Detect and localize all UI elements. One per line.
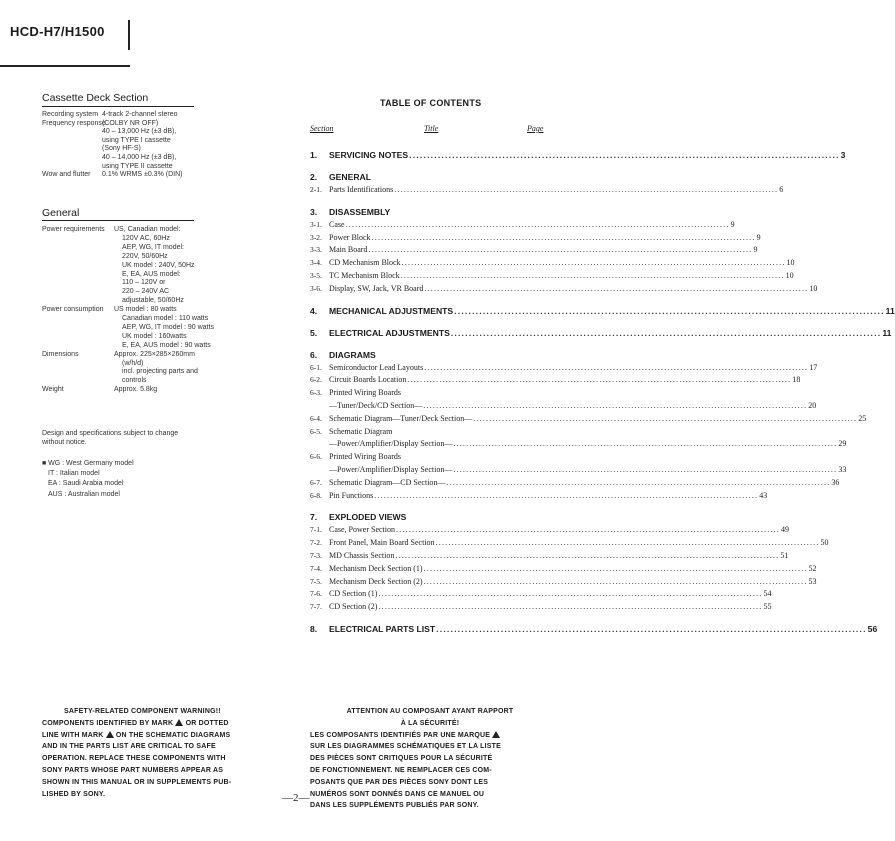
toc-dot-leader: ........................................................................................................................ [473,413,858,423]
toc-subsection-entry [310,477,840,487]
spec-value: controls [122,377,147,385]
spec-value: Approx. 5.8kg [114,386,158,394]
toc-entry-title: Circuit Boards Location [329,375,407,385]
toc-entry-title: Schematic Diagram—Tuner/Deck Section— [329,413,473,423]
toc-entry-number [310,465,329,474]
toc-dot-leader: ........................................................................................................................ [453,465,838,474]
toc-entry-title: Case, Power Section [329,525,395,535]
toc-entry-number [310,439,329,448]
spec-label: Frequency response [42,119,106,127]
toc-entry-number: 6-7. [310,477,322,487]
toc-entry-number: 5. [310,327,318,338]
spec-value: using TYPE II cassette [102,162,173,170]
caution-triangle-icon [106,731,114,738]
warning-line: ON THE SCHEMATIC DIAGRAMS [115,731,231,739]
toc-dot-leader: ........................................................................................................................ [401,258,786,268]
toc-entry-page: 43 [759,490,768,500]
toc-entry-page: 36 [831,477,840,487]
toc-entry-title: EXPLODED VIEWS [329,512,407,523]
toc-entry-number: 4. [310,305,318,316]
toc-entry-number: 7-4. [310,563,322,573]
toc-entry-title: Printed Wiring Boards [329,452,401,462]
warning-title: ATTENTION AU COMPOSANT AYANT RAPPORT [346,708,514,715]
toc-dot-leader: ........................................................................................................................ [400,271,785,280]
header-divider-horizontal [0,65,130,67]
toc-entry-page: 10 [786,258,795,268]
toc-subsection-entry [310,375,801,385]
toc-subsection-entry [310,232,761,242]
toc-entry-page: 52 [808,563,817,573]
toc-dot-leader: ........................................................................................................................ [436,624,867,634]
spec-value: E, EA, AUS model: [122,270,181,278]
toc-entry-title: —Tuner/Deck/CD Section— [329,401,423,410]
spec-value: using TYPE I cassette [102,136,171,144]
toc-section-entry [310,305,895,316]
toc-section-entry [310,327,892,338]
toc-entry-page: 11 [885,305,895,316]
toc-entry-number: 3-2. [310,232,322,242]
general-spec-table [42,226,282,396]
toc-dot-leader: ........................................................................................................................ [378,589,763,599]
warning-title: À LA SÉCURITÉ! [400,719,460,727]
warning-line: OR DOTTED [185,719,229,727]
toc-entry-title: ELECTRICAL PARTS LIST [329,624,436,634]
warning-line: DE FONCTIONNEMENT. NE REMPLACER CES COM- [310,766,492,774]
toc-dot-leader: ........................................................................................................................ [371,232,756,242]
toc-entry-number: 6-5. [310,426,322,436]
toc-entry-number: 7. [310,512,318,523]
toc-subsection-entry [310,465,847,474]
spec-value: 4-track 2-channel stereo [102,111,178,118]
toc-entry-title: Main Board [329,245,368,255]
toc-entry-title: Mechanism Deck Section (2) [329,576,423,586]
toc-subsection-entry [310,362,818,372]
legend-item: IT : Italian model [48,470,100,478]
toc-entry-number: 6. [310,349,318,360]
toc-entry-title: ELECTRICAL ADJUSTMENTS [329,327,450,338]
spec-value: Canadian model : 110 watts [122,315,209,322]
toc-section-entry [310,150,846,160]
warning-line: LES COMPOSANTS IDENTIFIÉS PAR UNE MARQUE [310,731,491,739]
toc-entry-title: CD Section (2) [329,602,378,612]
toc-entry-page: 53 [808,576,817,586]
spec-value: UK model : 160watts [122,332,187,340]
toc-subsection-entry [310,551,789,560]
spec-value: incl. projecting parts and [122,368,198,376]
toc-entry-number: 3-1. [310,219,322,229]
model-legend [42,459,134,500]
toc-entry-number: 6-3. [310,388,322,398]
toc-entry-title: TC Mechanism Block [329,271,400,280]
toc-entry-page: 10 [809,283,818,293]
toc-subsection-entry [310,602,772,612]
spec-value: 220 – 240V AC [122,288,170,296]
toc-entry-page: 25 [858,413,867,423]
spec-label: Weight [42,386,64,394]
toc-subsection-entry [310,258,795,268]
toc-dot-leader: ........................................................................................................................ [409,150,840,160]
toc-entry-number: 8. [310,624,318,634]
toc-subsection-entry [310,245,758,255]
toc-section-entry [310,512,546,522]
caution-triangle-icon [175,719,183,726]
cassette-spec-table [42,111,282,191]
model-number: HCD-H7/H1500 [10,24,105,39]
toc-entry-page: 17 [809,362,818,372]
legend-item: EA : Saudi Arabia model [48,480,124,488]
general-section-rule [42,220,194,221]
toc-entry-title: Pin Functions [329,490,374,500]
toc-entry-page: 18 [792,375,801,385]
safety-warning-french [310,706,550,812]
warning-line: OPERATION. REPLACE THESE COMPONENTS WITH [42,755,226,763]
toc-subsection-entry [310,490,768,500]
spec-label: Power requirements [42,226,105,233]
toc-dot-leader: ........................................................................................................................ [423,401,808,410]
toc-entry-number: 7-5. [310,576,322,586]
toc-section-entry [310,624,878,634]
spec-label: Power consumption [42,306,104,314]
toc-entry-number: 6-8. [310,490,322,500]
toc-entry-title: Front Panel, Main Board Section [329,538,435,548]
toc-entry-title: Semiconductor Lead Layouts [329,362,424,372]
spec-value: 120V AC, 60Hz [122,234,170,242]
toc-dot-leader: ........................................................................................................................ [394,185,779,194]
toc-entry-number [310,401,329,410]
toc-title: TABLE OF CONTENTS [380,98,482,108]
warning-line: POSANTS QUE PAR DES PIÈCES SONY DONT LES [310,778,489,786]
toc-col-section: Section [310,124,334,133]
spec-value: (COLBY NR OFF) [102,119,159,127]
toc-subsection-entry [310,563,817,573]
toc-dot-leader: ........................................................................................................................ [423,576,808,586]
toc-entry-number: 7-3. [310,551,322,560]
toc-dot-leader: ........................................................................................................................ [374,490,759,500]
toc-entry-page: 9 [756,232,761,242]
warning-line: LINE WITH MARK [42,731,104,739]
toc-entry-title: Display, SW, Jack, VR Board [329,283,424,293]
toc-col-title: Title [424,124,439,133]
toc-dot-leader: ........................................................................................................................ [454,305,885,316]
warning-line: NUMÉROS SONT DONNÉS DANS CE MANUEL OU [310,790,485,798]
toc-dot-leader: ........................................................................................................................ [453,439,838,449]
warning-line: LISHED BY SONY. [42,790,106,798]
toc-dot-leader: ........................................................................................................................ [368,245,753,255]
toc-entry-title: Parts Identifications [329,185,394,194]
toc-entry-number: 7-2. [310,538,322,548]
header-divider-vertical [128,20,130,50]
spec-notice [42,430,178,447]
spec-value: adjustable, 50/60Hz [122,297,184,305]
page-number: —2— [282,792,310,804]
spec-value: AEP, WG, IT model: [122,243,184,251]
toc-entry-number: 3-4. [310,258,322,268]
toc-subsection-entry [310,452,546,461]
toc-col-page: Page [527,124,544,133]
toc-entry-number: 3-6. [310,283,322,293]
toc-entry-title: Case [329,219,345,229]
spec-value: Approx. 225×285×260mm [114,350,195,358]
spec-value: 40 – 14,000 Hz (±3 dB), [102,154,177,161]
toc-entry-title: Schematic Diagram [329,426,393,436]
legend-item: ■ WG : West Germany model [42,460,134,467]
spec-value: US, Canadian model: [114,226,181,233]
toc-dot-leader: ........................................................................................................................ [424,362,809,372]
toc-dot-leader: ........................................................................................................................ [345,219,730,229]
spec-value: (Sony HF-S) [102,145,141,153]
toc-entry-number: 7-1. [310,525,322,535]
warning-line: DANS LES SUPPLÉMENTS PUBLIÉS PAR SONY. [310,802,479,810]
toc-entry-page: 51 [780,551,789,560]
spec-value: E, EA, AUS model : 90 watts [122,341,211,349]
toc-subsection-entry [310,525,789,535]
toc-entry-number: 2. [310,172,318,182]
toc-entry-page: 9 [730,219,735,229]
legend-item: AUS : Australian model [48,490,120,498]
toc-entry-page: 50 [820,538,829,548]
toc-entry-page: 20 [808,401,817,410]
toc-entry-page: 6 [779,185,784,194]
toc-entry-title: DIAGRAMS [329,349,376,360]
toc-entry-title: —Power/Amplifier/Display Section— [329,465,453,474]
spec-notice-line: Design and specifications subject to change [42,430,179,437]
toc-entry-number: 6-4. [310,413,322,423]
toc-subsection-entry [310,439,847,449]
model-header [0,20,132,40]
toc-dot-leader: ........................................................................................................................ [396,525,780,535]
warning-line: SUR LES DIAGRAMMES SCHÉMATIQUES ET LA LISTE [310,743,501,751]
warning-line: SONY PARTS WHOSE PART NUMBERS APPEAR AS [42,766,224,774]
toc-subsection-entry [310,589,772,599]
toc-entry-title: CD Section (1) [329,589,378,599]
toc-section-entry [310,172,546,182]
spec-label: Recording system [42,111,99,118]
spec-label: Wow and flutter [42,171,91,179]
toc-entry-title: CD Mechanism Block [329,258,401,268]
toc-dot-leader: ........................................................................................................................ [424,283,809,293]
toc-subsection-entry [310,401,817,410]
toc-entry-page: 10 [785,271,794,280]
toc-entry-title: Mechanism Deck Section (1) [329,563,423,573]
toc-entry-title: SERVICING NOTES [329,150,409,160]
toc-dot-leader: ........................................................................................................................ [446,477,831,487]
toc-entry-title: —Power/Amplifier/Display Section— [329,439,453,449]
toc-section-entry [310,350,546,360]
toc-entry-number: 6-1. [310,362,322,372]
toc-subsection-entry [310,388,546,397]
toc-entry-page: 33 [838,465,847,474]
spec-value: 110 – 120V or [122,279,166,287]
toc-subsection-entry [310,219,735,229]
toc-entry-number: 6-2. [310,375,322,385]
toc-subsection-entry [310,283,818,293]
warning-line: SHOWN IN THIS MANUAL OR IN SUPPLEMENTS PUB- [42,778,232,786]
toc-entry-number: 3. [310,206,318,217]
warning-line: AND IN THE PARTS LIST ARE CRITICAL TO SAFE [42,743,216,751]
toc-entry-title: MD Chassis Section [329,551,395,560]
toc-subsection-entry [310,413,867,423]
toc-entry-page: 3 [840,150,846,160]
toc-dot-leader: ........................................................................................................................ [407,375,792,385]
toc-entry-number: 3-3. [310,245,322,255]
toc-entry-page: 55 [763,602,772,612]
spec-value: (w/h/d) [122,359,144,367]
toc-dot-leader: ........................................................................................................................ [395,551,780,560]
spec-label: Dimensions [42,350,79,358]
toc-entry-number: 3-5. [310,271,322,280]
toc-subsection-entry [310,271,794,280]
toc-dot-leader: ........................................................................................................................ [450,327,882,338]
spec-value: UK model : 240V, 50Hz [122,261,195,269]
toc-entry-title: Printed Wiring Boards [329,388,401,398]
toc-dot-leader: ........................................................................................................................ [378,602,763,612]
toc-entry-page: 29 [838,439,847,449]
caution-triangle-icon [492,731,500,738]
toc-entry-number: 7-7. [310,602,322,612]
toc-entry-number: 7-6. [310,589,322,599]
spec-notice-line: without notice. [42,438,87,446]
toc-entry-page: 9 [753,245,758,255]
cassette-section-rule [42,106,194,107]
safety-warning-english [42,706,282,800]
general-section-title: General [42,207,80,219]
toc-entry-number: 2-1. [310,185,322,194]
toc-entry-page: 49 [781,525,789,535]
toc-dot-leader: ........................................................................................................................ [423,563,808,573]
toc-entry-title: DISASSEMBLY [329,206,391,217]
toc-subsection-entry [310,576,817,586]
cassette-section-title: Cassette Deck Section [42,92,149,104]
toc-subsection-entry [310,538,829,548]
warning-title: SAFETY-RELATED COMPONENT WARNING!! [64,708,221,715]
toc-entry-number: 6-6. [310,452,322,462]
spec-value: 220V, 50/60Hz [122,252,168,260]
toc-entry-page: 11 [882,327,892,338]
toc-section-entry [310,207,546,217]
spec-value: AEP, WG, IT model : 90 watts [122,323,214,331]
toc-dot-leader: ........................................................................................................................ [435,538,820,548]
toc-entry-page: 54 [763,589,772,599]
toc-entry-title: Power Block [329,232,371,242]
toc-entry-title: MECHANICAL ADJUSTMENTS [329,305,454,316]
spec-value: 0.1% WRMS ±0.3% (DIN) [102,171,183,179]
warning-line: DES PIÈCES SONT CRITIQUES POUR LA SÉCURITÉ [310,755,493,763]
toc-entry-page: 56 [867,624,878,634]
spec-value: US model : 80 watts [114,306,177,314]
spec-value: 40 – 13,000 Hz (±3 dB), [102,128,177,136]
toc-entry-number: 1. [310,150,318,160]
warning-line: COMPONENTS IDENTIFIED BY MARK [42,719,174,727]
toc-subsection-entry [310,185,784,194]
toc-entry-title: Schematic Diagram—CD Section— [329,477,446,487]
toc-subsection-entry [310,427,546,436]
toc-entry-title: GENERAL [329,172,372,182]
